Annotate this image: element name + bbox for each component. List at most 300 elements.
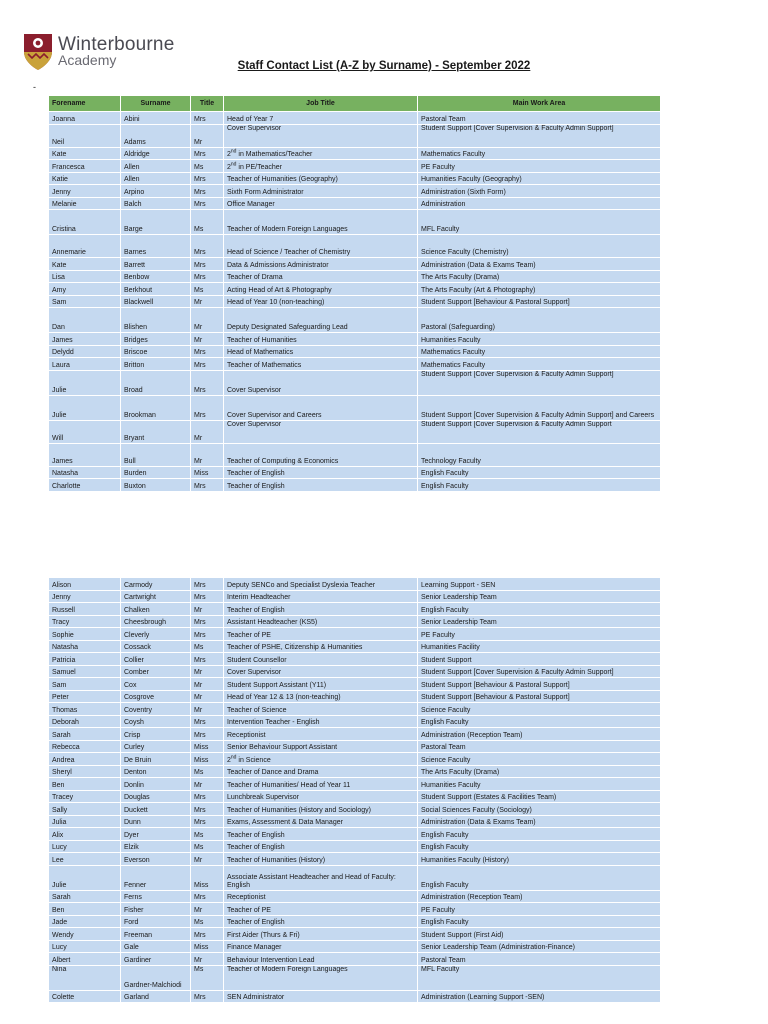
logo-wordmark: Winterbourne bbox=[58, 34, 175, 55]
title-cell: Miss bbox=[191, 940, 224, 953]
forename-cell: Delydd bbox=[49, 345, 121, 358]
job-title-cell: Cover Supervisor bbox=[224, 124, 418, 147]
work-area-cell: Mathematics Faculty bbox=[418, 345, 661, 358]
surname-cell: Allen bbox=[121, 172, 191, 185]
work-area-cell: Administration bbox=[418, 197, 661, 210]
forename-cell: Laura bbox=[49, 358, 121, 371]
table-row bbox=[49, 578, 661, 591]
work-area-cell: English Faculty bbox=[418, 479, 661, 492]
table-row bbox=[49, 928, 661, 941]
surname-cell: Fenner bbox=[121, 865, 191, 890]
table-row bbox=[49, 395, 661, 420]
table-row bbox=[49, 703, 661, 716]
title-cell: Mrs bbox=[191, 803, 224, 816]
col-main-work-area: Main Work Area bbox=[418, 96, 661, 112]
job-title-cell: Head of Science / Teacher of Chemistry bbox=[224, 235, 418, 258]
table-row bbox=[49, 160, 661, 173]
title-cell: Mrs bbox=[191, 185, 224, 198]
work-area-cell: Pastoral (Safeguarding) bbox=[418, 308, 661, 333]
work-area-cell: Student Support [Behaviour & Pastoral Support] bbox=[418, 295, 661, 308]
forename-cell: Patricia bbox=[49, 653, 121, 666]
surname-cell: Britton bbox=[121, 358, 191, 371]
forename-cell: Lisa bbox=[49, 270, 121, 283]
forename-cell: Kate bbox=[49, 258, 121, 271]
job-title-cell: SEN Administrator bbox=[224, 990, 418, 1003]
table-row bbox=[49, 990, 661, 1003]
title-cell: Miss bbox=[191, 865, 224, 890]
work-area-cell: Administration (Learning Support -SEN) bbox=[418, 990, 661, 1003]
job-title-cell: Student Support Assistant (Y11) bbox=[224, 678, 418, 691]
title-cell: Mr bbox=[191, 124, 224, 147]
job-title-cell: Head of Mathematics bbox=[224, 345, 418, 358]
forename-cell: Natasha bbox=[49, 640, 121, 653]
staff-table-c-g bbox=[48, 577, 661, 1003]
surname-cell: Carmody bbox=[121, 578, 191, 591]
job-title-cell: Head of Year 10 (non-teaching) bbox=[224, 295, 418, 308]
work-area-cell: Student Support [Cover Supervision & Faculty Admin Support] bbox=[418, 370, 661, 395]
table-row bbox=[49, 479, 661, 492]
surname-cell: Gardiner bbox=[121, 953, 191, 966]
table-row bbox=[49, 210, 661, 235]
forename-cell: Alix bbox=[49, 828, 121, 841]
surname-cell: Douglas bbox=[121, 790, 191, 803]
surname-cell: Buxton bbox=[121, 479, 191, 492]
forename-cell: Julie bbox=[49, 395, 121, 420]
surname-cell: Everson bbox=[121, 853, 191, 866]
table-row bbox=[49, 308, 661, 333]
work-area-cell: Administration (Reception Team) bbox=[418, 890, 661, 903]
job-title-cell: Teacher of Dance and Drama bbox=[224, 765, 418, 778]
job-title-cell: Teacher of Science bbox=[224, 703, 418, 716]
work-area-cell: Humanities Faculty bbox=[418, 333, 661, 346]
table-row bbox=[49, 665, 661, 678]
work-area-cell: Student Support [Cover Supervision & Faculty Admin Support] bbox=[418, 665, 661, 678]
title-cell: Mrs bbox=[191, 615, 224, 628]
job-title-cell: Lunchbreak Supervisor bbox=[224, 790, 418, 803]
table-row bbox=[49, 147, 661, 160]
surname-cell: Gale bbox=[121, 940, 191, 953]
work-area-cell: English Faculty bbox=[418, 840, 661, 853]
forename-cell: Sarah bbox=[49, 890, 121, 903]
table-row bbox=[49, 603, 661, 616]
surname-cell: Brookman bbox=[121, 395, 191, 420]
title-cell: Ms bbox=[191, 640, 224, 653]
work-area-cell: Student Support [Cover Supervision & Faculty Admin Support bbox=[418, 420, 661, 443]
table-row bbox=[49, 345, 661, 358]
job-title-cell: Teacher of Humanities (Geography) bbox=[224, 172, 418, 185]
table-row bbox=[49, 590, 661, 603]
table-row bbox=[49, 915, 661, 928]
table-row bbox=[49, 790, 661, 803]
surname-cell: Bull bbox=[121, 443, 191, 466]
work-area-cell: Senior Leadership Team bbox=[418, 615, 661, 628]
title-cell: Mrs bbox=[191, 370, 224, 395]
table-row bbox=[49, 640, 661, 653]
forename-cell: Wendy bbox=[49, 928, 121, 941]
surname-cell: Crisp bbox=[121, 728, 191, 741]
work-area-cell: Mathematics Faculty bbox=[418, 147, 661, 160]
table-row bbox=[49, 615, 661, 628]
work-area-cell: Humanities Faculty bbox=[418, 778, 661, 791]
forename-cell: Deborah bbox=[49, 715, 121, 728]
job-title-cell: Student Counsellor bbox=[224, 653, 418, 666]
forename-cell: Cristina bbox=[49, 210, 121, 235]
table-row bbox=[49, 197, 661, 210]
table-row bbox=[49, 678, 661, 691]
work-area-cell: Learning Support - SEN bbox=[418, 578, 661, 591]
title-cell: Mrs bbox=[191, 790, 224, 803]
work-area-cell: The Arts Faculty (Drama) bbox=[418, 765, 661, 778]
surname-cell: Burden bbox=[121, 466, 191, 479]
forename-cell: Melanie bbox=[49, 197, 121, 210]
job-title-cell: Senior Behaviour Support Assistant bbox=[224, 740, 418, 753]
work-area-cell: MFL Faculty bbox=[418, 210, 661, 235]
title-cell: Mr bbox=[191, 420, 224, 443]
forename-cell: Ben bbox=[49, 903, 121, 916]
surname-cell: Benbow bbox=[121, 270, 191, 283]
title-cell: Mr bbox=[191, 853, 224, 866]
work-area-cell: Mathematics Faculty bbox=[418, 358, 661, 371]
forename-cell: Jenny bbox=[49, 185, 121, 198]
work-area-cell: Student Support [Behaviour & Pastoral Support] bbox=[418, 678, 661, 691]
title-cell: Miss bbox=[191, 753, 224, 766]
forename-cell: Sheryl bbox=[49, 765, 121, 778]
title-cell: Mrs bbox=[191, 990, 224, 1003]
job-title-cell: Head of Year 7 bbox=[224, 112, 418, 125]
job-title-cell: Teacher of English bbox=[224, 479, 418, 492]
forename-cell: Charlotte bbox=[49, 479, 121, 492]
forename-cell: Lee bbox=[49, 853, 121, 866]
job-title-cell: Associate Assistant Headteacher and Head of Faculty: English bbox=[224, 865, 418, 890]
job-title-cell: Teacher of Modern Foreign Languages bbox=[224, 210, 418, 235]
work-area-cell: Humanities Facility bbox=[418, 640, 661, 653]
job-title-cell: Acting Head of Art & Photography bbox=[224, 283, 418, 296]
forename-cell: Sam bbox=[49, 295, 121, 308]
job-title-cell: Cover Supervisor and Careers bbox=[224, 395, 418, 420]
title-cell: Mrs bbox=[191, 578, 224, 591]
job-title-cell: Teacher of Humanities bbox=[224, 333, 418, 346]
surname-cell: Cheesbrough bbox=[121, 615, 191, 628]
title-cell: Mrs bbox=[191, 235, 224, 258]
surname-cell: De Bruin bbox=[121, 753, 191, 766]
title-cell: Mr bbox=[191, 953, 224, 966]
title-cell: Mr bbox=[191, 903, 224, 916]
work-area-cell: PE Faculty bbox=[418, 160, 661, 173]
table-row bbox=[49, 890, 661, 903]
work-area-cell: English Faculty bbox=[418, 603, 661, 616]
surname-cell: Gardner-Malchiodi bbox=[121, 965, 191, 990]
title-cell: Mr bbox=[191, 690, 224, 703]
forename-cell: James bbox=[49, 333, 121, 346]
surname-cell: Balch bbox=[121, 197, 191, 210]
job-title-cell: Teacher of Humanities (History and Sociology) bbox=[224, 803, 418, 816]
forename-cell: Julie bbox=[49, 370, 121, 395]
table-row bbox=[49, 778, 661, 791]
title-cell: Ms bbox=[191, 210, 224, 235]
surname-cell: Briscoe bbox=[121, 345, 191, 358]
table-row bbox=[49, 283, 661, 296]
title-cell: Mr bbox=[191, 678, 224, 691]
job-title-cell: Teacher of Mathematics bbox=[224, 358, 418, 371]
work-area-cell: Student Support [Cover Supervision & Faculty Admin Support] and Careers bbox=[418, 395, 661, 420]
table-row bbox=[49, 124, 661, 147]
job-title-cell: Cover Supervisor bbox=[224, 665, 418, 678]
title-cell: Ms bbox=[191, 915, 224, 928]
work-area-cell: Social Sciences Faculty (Sociology) bbox=[418, 803, 661, 816]
title-cell: Mr bbox=[191, 665, 224, 678]
surname-cell: Bridges bbox=[121, 333, 191, 346]
forename-cell: Amy bbox=[49, 283, 121, 296]
forename-cell: Sally bbox=[49, 803, 121, 816]
title-cell: Mr bbox=[191, 778, 224, 791]
table-row bbox=[49, 953, 661, 966]
title-cell: Miss bbox=[191, 740, 224, 753]
table-row bbox=[49, 358, 661, 371]
table-row bbox=[49, 270, 661, 283]
forename-cell: Colette bbox=[49, 990, 121, 1003]
surname-cell: Dyer bbox=[121, 828, 191, 841]
job-title-cell: Teacher of PE bbox=[224, 903, 418, 916]
surname-cell: Duckett bbox=[121, 803, 191, 816]
job-title-cell: Cover Supervisor bbox=[224, 420, 418, 443]
surname-cell: Elzik bbox=[121, 840, 191, 853]
forename-cell: Julia bbox=[49, 815, 121, 828]
job-title-cell: Receptionist bbox=[224, 728, 418, 741]
forename-cell: Annemarie bbox=[49, 235, 121, 258]
forename-cell: Russell bbox=[49, 603, 121, 616]
surname-cell: Dunn bbox=[121, 815, 191, 828]
work-area-cell: Science Faculty bbox=[418, 753, 661, 766]
title-cell: Mrs bbox=[191, 172, 224, 185]
forename-cell: Julie bbox=[49, 865, 121, 890]
title-cell: Mrs bbox=[191, 590, 224, 603]
work-area-cell: Administration (Data & Exams Team) bbox=[418, 258, 661, 271]
title-cell: Mrs bbox=[191, 728, 224, 741]
job-title-cell: Finance Manager bbox=[224, 940, 418, 953]
job-title-cell: Behaviour Intervention Lead bbox=[224, 953, 418, 966]
forename-cell: Katie bbox=[49, 172, 121, 185]
job-title-cell: Head of Year 12 & 13 (non-teaching) bbox=[224, 690, 418, 703]
title-cell: Mr bbox=[191, 443, 224, 466]
title-cell: Ms bbox=[191, 283, 224, 296]
table-row bbox=[49, 803, 661, 816]
col-job-title: Job Title bbox=[224, 96, 418, 112]
surname-cell: Blishen bbox=[121, 308, 191, 333]
work-area-cell: English Faculty bbox=[418, 466, 661, 479]
table-row bbox=[49, 690, 661, 703]
surname-cell: Ford bbox=[121, 915, 191, 928]
title-cell: Mrs bbox=[191, 653, 224, 666]
job-title-cell: 2nd in Science bbox=[224, 753, 418, 766]
surname-cell: Berkhout bbox=[121, 283, 191, 296]
title-cell: Mr bbox=[191, 703, 224, 716]
table-row bbox=[49, 235, 661, 258]
table-row bbox=[49, 865, 661, 890]
work-area-cell: Student Support (First Aid) bbox=[418, 928, 661, 941]
job-title-cell: Data & Admissions Administrator bbox=[224, 258, 418, 271]
table-row bbox=[49, 370, 661, 395]
title-cell: Mr bbox=[191, 333, 224, 346]
table-row bbox=[49, 815, 661, 828]
table-row bbox=[49, 853, 661, 866]
work-area-cell: Senior Leadership Team (Administration-Finance) bbox=[418, 940, 661, 953]
job-title-cell: Sixth Form Administrator bbox=[224, 185, 418, 198]
work-area-cell: Administration (Sixth Form) bbox=[418, 185, 661, 198]
surname-cell: Broad bbox=[121, 370, 191, 395]
job-title-cell: Assistant Headteacher (KS5) bbox=[224, 615, 418, 628]
title-cell: Mr bbox=[191, 603, 224, 616]
job-title-cell: Teacher of English bbox=[224, 466, 418, 479]
forename-cell: Jenny bbox=[49, 590, 121, 603]
work-area-cell: Science Faculty bbox=[418, 703, 661, 716]
job-title-cell: Teacher of Modern Foreign Languages bbox=[224, 965, 418, 990]
job-title-cell: Deputy SENCo and Specialist Dyslexia Teacher bbox=[224, 578, 418, 591]
title-cell: Mrs bbox=[191, 715, 224, 728]
title-cell: Ms bbox=[191, 828, 224, 841]
table-row bbox=[49, 728, 661, 741]
table-row bbox=[49, 840, 661, 853]
surname-cell: Allen bbox=[121, 160, 191, 173]
title-cell: Mrs bbox=[191, 815, 224, 828]
table-row bbox=[49, 753, 661, 766]
staff-table-a-b bbox=[48, 95, 661, 492]
col-title: Title bbox=[191, 96, 224, 112]
surname-cell: Bryant bbox=[121, 420, 191, 443]
logo-subtitle: Academy bbox=[58, 52, 117, 68]
forename-cell: Natasha bbox=[49, 466, 121, 479]
work-area-cell: Administration (Reception Team) bbox=[418, 728, 661, 741]
table-row bbox=[49, 258, 661, 271]
title-cell: Ms bbox=[191, 765, 224, 778]
table-row bbox=[49, 765, 661, 778]
work-area-cell: English Faculty bbox=[418, 715, 661, 728]
work-area-cell: English Faculty bbox=[418, 915, 661, 928]
work-area-cell: Senior Leadership Team bbox=[418, 590, 661, 603]
forename-cell: Sarah bbox=[49, 728, 121, 741]
forename-cell: Dan bbox=[49, 308, 121, 333]
surname-cell: Freeman bbox=[121, 928, 191, 941]
title-cell: Mrs bbox=[191, 258, 224, 271]
title-cell: Mrs bbox=[191, 479, 224, 492]
surname-cell: Coysh bbox=[121, 715, 191, 728]
forename-cell: Francesca bbox=[49, 160, 121, 173]
work-area-cell: Science Faculty (Chemistry) bbox=[418, 235, 661, 258]
work-area-cell: Pastoral Team bbox=[418, 953, 661, 966]
job-title-cell: First Aider (Thurs & Fri) bbox=[224, 928, 418, 941]
title-cell: Mrs bbox=[191, 112, 224, 125]
forename-cell: Albert bbox=[49, 953, 121, 966]
forename-cell: Tracey bbox=[49, 790, 121, 803]
forename-cell: Sophie bbox=[49, 628, 121, 641]
surname-cell: Cosgrove bbox=[121, 690, 191, 703]
forename-cell: Joanna bbox=[49, 112, 121, 125]
forename-cell: Will bbox=[49, 420, 121, 443]
table-row bbox=[49, 112, 661, 125]
title-cell: Ms bbox=[191, 160, 224, 173]
table-row bbox=[49, 443, 661, 466]
job-title-cell: Teacher of Computing & Economics bbox=[224, 443, 418, 466]
job-title-cell: Teacher of English bbox=[224, 603, 418, 616]
work-area-cell: Student Support [Cover Supervision & Faculty Admin Support] bbox=[418, 124, 661, 147]
table-row bbox=[49, 466, 661, 479]
job-title-cell: Teacher of English bbox=[224, 840, 418, 853]
title-cell: Ms bbox=[191, 840, 224, 853]
forename-cell: Jade bbox=[49, 915, 121, 928]
surname-cell: Collier bbox=[121, 653, 191, 666]
title-cell: Ms bbox=[191, 965, 224, 990]
forename-cell: Neil bbox=[49, 124, 121, 147]
work-area-cell: Student Support bbox=[418, 653, 661, 666]
surname-cell: Donlin bbox=[121, 778, 191, 791]
table-row bbox=[49, 172, 661, 185]
table-row bbox=[49, 295, 661, 308]
title-cell: Mrs bbox=[191, 628, 224, 641]
work-area-cell: Humanities Faculty (Geography) bbox=[418, 172, 661, 185]
surname-cell: Barrett bbox=[121, 258, 191, 271]
title-cell: Mr bbox=[191, 308, 224, 333]
table-row bbox=[49, 940, 661, 953]
forename-cell: Lucy bbox=[49, 940, 121, 953]
job-title-cell: Teacher of English bbox=[224, 915, 418, 928]
forename-cell: James bbox=[49, 443, 121, 466]
job-title-cell: Interim Headteacher bbox=[224, 590, 418, 603]
surname-cell: Barnes bbox=[121, 235, 191, 258]
work-area-cell: English Faculty bbox=[418, 865, 661, 890]
surname-cell: Denton bbox=[121, 765, 191, 778]
work-area-cell: The Arts Faculty (Art & Photography) bbox=[418, 283, 661, 296]
table-row bbox=[49, 628, 661, 641]
job-title-cell: Teacher of Drama bbox=[224, 270, 418, 283]
surname-cell: Garland bbox=[121, 990, 191, 1003]
surname-cell: Cox bbox=[121, 678, 191, 691]
job-title-cell: Deputy Designated Safeguarding Lead bbox=[224, 308, 418, 333]
job-title-cell: Cover Supervisor bbox=[224, 370, 418, 395]
work-area-cell: Pastoral Team bbox=[418, 740, 661, 753]
work-area-cell: English Faculty bbox=[418, 828, 661, 841]
work-area-cell: Administration (Data & Exams Team) bbox=[418, 815, 661, 828]
title-cell: Mrs bbox=[191, 395, 224, 420]
work-area-cell: PE Faculty bbox=[418, 628, 661, 641]
work-area-cell: Student Support (Estates & Facilities Team) bbox=[418, 790, 661, 803]
surname-cell: Abini bbox=[121, 112, 191, 125]
surname-cell: Blackwell bbox=[121, 295, 191, 308]
title-cell: Mrs bbox=[191, 890, 224, 903]
forename-cell: Lucy bbox=[49, 840, 121, 853]
col-surname: Surname bbox=[121, 96, 191, 112]
table-row bbox=[49, 653, 661, 666]
job-title-cell: Office Manager bbox=[224, 197, 418, 210]
surname-cell: Cleverly bbox=[121, 628, 191, 641]
table-header-row bbox=[49, 96, 661, 112]
title-cell: Mrs bbox=[191, 358, 224, 371]
title-cell: Mrs bbox=[191, 345, 224, 358]
forename-cell: Ben bbox=[49, 778, 121, 791]
forename-cell: Peter bbox=[49, 690, 121, 703]
forename-cell: Sam bbox=[49, 678, 121, 691]
stray-mark: - bbox=[33, 82, 36, 92]
surname-cell: Adams bbox=[121, 124, 191, 147]
job-title-cell: Intervention Teacher - English bbox=[224, 715, 418, 728]
job-title-cell: Teacher of Humanities/ Head of Year 11 bbox=[224, 778, 418, 791]
table-row bbox=[49, 965, 661, 990]
surname-cell: Cossack bbox=[121, 640, 191, 653]
work-area-cell: PE Faculty bbox=[418, 903, 661, 916]
table-row bbox=[49, 903, 661, 916]
title-cell: Mrs bbox=[191, 270, 224, 283]
job-title-cell: Teacher of PE bbox=[224, 628, 418, 641]
title-cell: Mrs bbox=[191, 197, 224, 210]
work-area-cell: Technology Faculty bbox=[418, 443, 661, 466]
